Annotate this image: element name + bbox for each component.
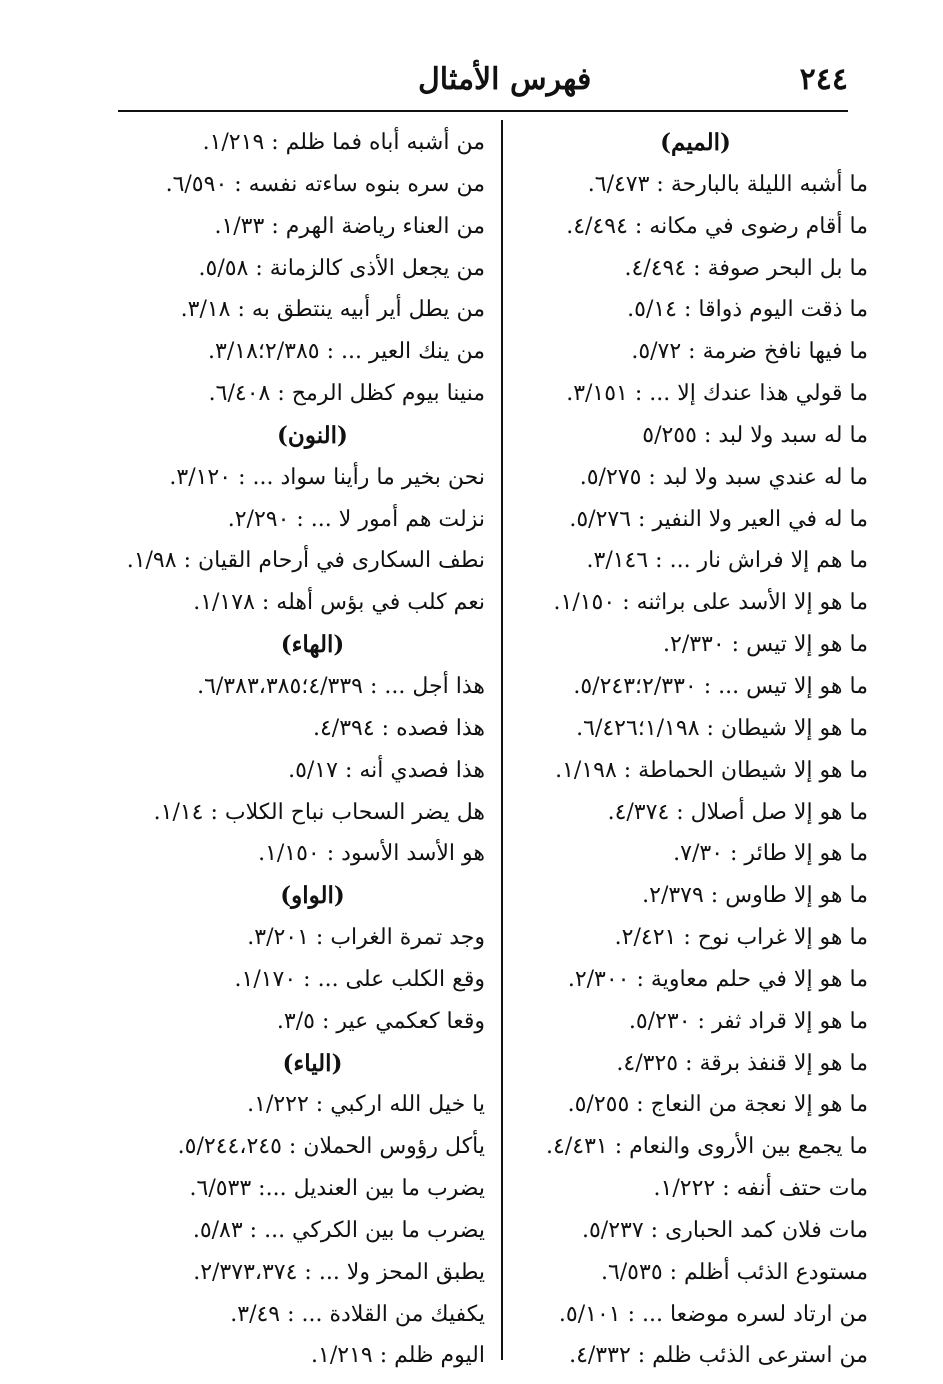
index-entry: نحن بخير ما رأينا سواد ... : ٣/١٢٠. bbox=[169, 464, 485, 490]
index-entry: من ارتاد لسره موضعا ... : ٥/١٠١. bbox=[558, 1301, 868, 1327]
index-entry: ما هو إلا تيس : ٢/٣٣٠. bbox=[663, 632, 868, 658]
index-entry: يضرب ما بين العنديل ...: ٦/٥٣٣. bbox=[189, 1176, 485, 1202]
index-entry: نطف السكارى في أرحام القيان : ١/٩٨. bbox=[126, 548, 485, 574]
index-entry: ما هو إلا نعجة من النعاج : ٥/٢٥٥. bbox=[567, 1092, 868, 1118]
index-entry: يضرب ما بين الكركي ... : ٥/٨٣. bbox=[192, 1217, 485, 1243]
left-column bbox=[126, 122, 485, 1377]
index-entry: من العناء رياضة الهرم : ١/٣٣. bbox=[214, 213, 485, 239]
index-entry: يطبق المحز ولا ... : ٢/٣٧٣،٣٧٤. bbox=[193, 1259, 485, 1285]
column-divider bbox=[501, 120, 503, 1360]
index-entry: من ينك العير ... : ٢/٣٨٥؛٣/١٨. bbox=[208, 339, 485, 365]
index-entry: ما هو إلا صل أصلال : ٤/٣٧٤. bbox=[607, 799, 868, 825]
index-entry: من سره بنوه ساءته نفسه : ٦/٥٩٠. bbox=[165, 171, 485, 197]
index-entry: من يجعل الأذى كالزمانة : ٥/٥٨. bbox=[198, 255, 485, 281]
index-entry: منينا بيوم كظل الرمح : ٦/٤٠٨. bbox=[208, 381, 485, 407]
index-entry: ما هو إلا تيس ... : ٢/٣٣٠؛٥/٢٤٣. bbox=[573, 673, 868, 699]
header-rule bbox=[118, 110, 848, 112]
index-entry: يأكل رؤوس الحملان : ٥/٢٤٤،٢٤٥. bbox=[177, 1134, 485, 1160]
index-entry: من أشبه أباه فما ظلم : ١/٢١٩. bbox=[202, 130, 485, 155]
index-entry: ما هو إلا طائر : ٧/٣٠. bbox=[673, 841, 868, 867]
index-entry: هذا فصده : ٤/٣٩٤. bbox=[312, 715, 485, 741]
section-heading: (الياء) bbox=[282, 1049, 343, 1077]
index-entry: ما هم إلا فراش نار ... : ٣/١٤٦. bbox=[586, 548, 868, 574]
index-entry: هذا فصدي أنه : ٥/١٧. bbox=[288, 757, 485, 783]
index-entry: ما له في العير ولا النفير : ٥/٢٧٦. bbox=[569, 506, 868, 532]
index-entry: وقعا كعكمي عير : ٣/٥. bbox=[276, 1008, 485, 1034]
index-entry: هو الأسد الأسود : ١/١٥٠. bbox=[258, 841, 485, 867]
index-entry: يكفيك من القلادة ... : ٣/٤٩. bbox=[230, 1301, 485, 1327]
index-entry: ما هو إلا قنفذ برقة : ٤/٣٢٥. bbox=[616, 1050, 868, 1076]
index-entry: ما له عندي سبد ولا لبد : ٥/٢٧٥. bbox=[579, 464, 868, 490]
section-heading: (الواو) bbox=[280, 882, 345, 910]
index-entry: ما هو إلا طاوس : ٢/٣٧٩. bbox=[642, 883, 868, 909]
index-entry: هذا أجل ... : ٤/٣٣٩؛٦/٣٨٣،٣٨٥. bbox=[197, 673, 485, 699]
index-entry: ما هو إلا في حلم معاوية : ٢/٣٠٠. bbox=[567, 966, 868, 992]
index-entry: ما هو إلا قراد ثفر : ٥/٢٣٠. bbox=[628, 1008, 868, 1034]
section-heading: (النون) bbox=[277, 421, 348, 449]
index-entry: ما هو إلا شيطان الحماطة : ١/١٩٨. bbox=[555, 757, 868, 783]
index-entry: هل يضر السحاب نباح الكلاب : ١/١٤. bbox=[153, 799, 485, 825]
index-entry: نعم كلب في بؤس أهله : ١/١٧٨. bbox=[193, 590, 485, 616]
index-entry: ما ذقت اليوم ذواقا : ٥/١٤. bbox=[627, 297, 868, 323]
index-entry: ما فيها نافخ ضرمة : ٥/٧٢. bbox=[631, 339, 868, 365]
index-entry: ما هو إلا الأسد على براثنه : ١/١٥٠. bbox=[553, 590, 868, 616]
index-entry: ما هو إلا شيطان : ١/١٩٨؛٦/٤٢٦. bbox=[576, 715, 868, 741]
index-entry: من استرعى الذئب ظلم : ٤/٣٣٢. bbox=[569, 1343, 868, 1369]
index-entry: ما أقام رضوى في مكانه : ٤/٤٩٤. bbox=[566, 213, 868, 239]
page-title: فهرس الأمثال bbox=[418, 62, 592, 97]
index-entry: وقع الكلب على ... : ١/١٧٠. bbox=[234, 966, 485, 992]
index-entry: نزلت هم أمور لا ... : ٢/٢٩٠. bbox=[227, 506, 485, 532]
index-entry: اليوم ظلم : ١/٢١٩. bbox=[311, 1343, 485, 1369]
index-entry: يا خيل الله اركبي : ١/٢٢٢. bbox=[247, 1092, 485, 1118]
right-column bbox=[523, 122, 868, 1377]
index-entry: ما له سبد ولا لبد : ٥/٢٥٥ bbox=[642, 422, 868, 448]
page-number: ٢٤٤ bbox=[799, 62, 848, 97]
index-entry: ما أشبه الليلة بالبارحة : ٦/٤٧٣. bbox=[587, 171, 868, 197]
index-entry: من يطل أير أبيه ينتطق به : ٣/١٨. bbox=[180, 297, 485, 323]
index-entry: ما يجمع بين الأروى والنعام : ٤/٤٣١. bbox=[546, 1134, 868, 1160]
index-entry: مات حتف أنفه : ١/٢٢٢. bbox=[653, 1176, 868, 1202]
section-heading: (الهاء) bbox=[280, 631, 345, 659]
index-entry: ما بل البحر صوفة : ٤/٤٩٤. bbox=[624, 255, 868, 281]
index-entry: ما هو إلا غراب نوح : ٢/٤٢١. bbox=[614, 925, 868, 951]
index-entry: مات فلان كمد الحبارى : ٥/٢٣٧. bbox=[581, 1217, 868, 1243]
section-heading: (الميم) bbox=[660, 129, 731, 156]
index-entry: ما قولي هذا عندك إلا ... : ٣/١٥١. bbox=[566, 381, 868, 407]
index-entry: وجد تمرة الغراب : ٣/٢٠١. bbox=[247, 925, 485, 951]
index-entry: مستودع الذئب أظلم : ٦/٥٣٥. bbox=[600, 1259, 868, 1285]
page-header bbox=[118, 60, 848, 110]
